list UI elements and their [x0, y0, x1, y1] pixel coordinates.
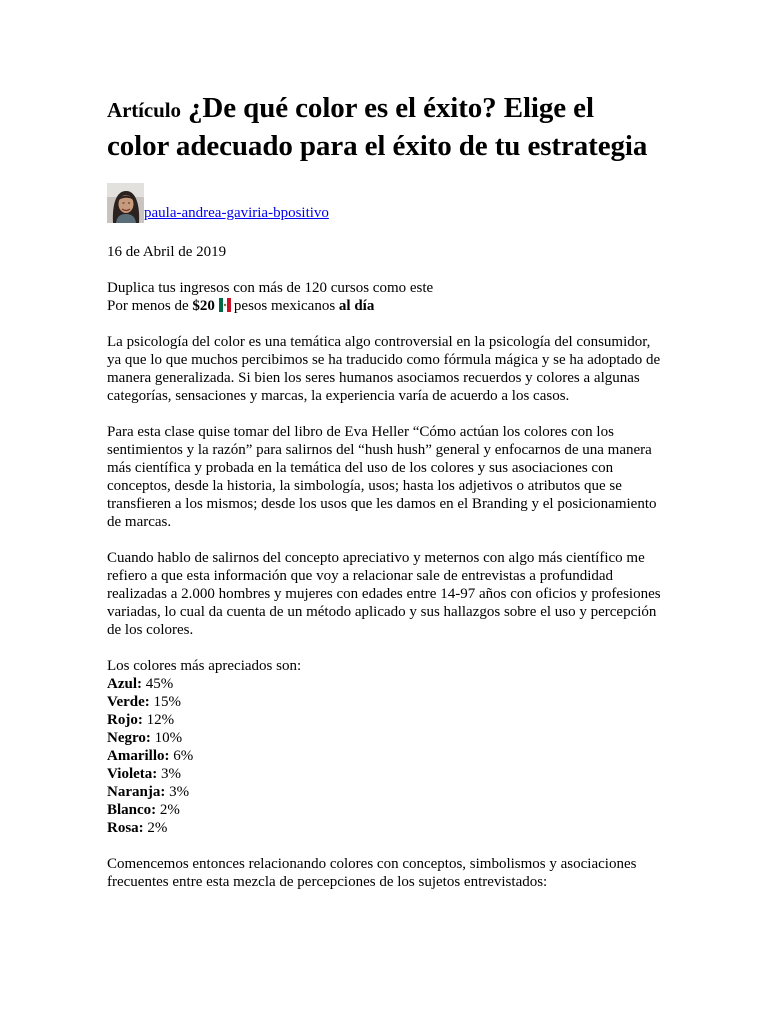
color-item-blanco: [107, 801, 662, 819]
color-item-verde: [107, 693, 662, 711]
color-item-negro: [107, 729, 662, 747]
avatar[interactable]: [107, 183, 144, 223]
color-label: Blanco:: [107, 802, 157, 818]
article: [107, 90, 662, 891]
closing-paragraph: Comencemos entonces relacionando colores con conceptos, simbolismos y asociaciones frecuentes entre esta mezcla de percepciones de los sujetos entrevistados:: [107, 856, 637, 890]
paragraph-3: Cuando hablo de salirnos del concepto apreciativo y meternos con algo más científico me refiero a que esta información que voy a relacionar sale de entrevistas a profundidad realizadas a 2.000 hombres y mujeres con edades entre 14-97 años con oficios y profesiones variadas, lo cual da cuenta de un método aplicado y sus hallazgos sobre el uso y percepción de los colores.: [107, 550, 661, 638]
color-label: Naranja:: [107, 784, 166, 800]
promo-line-2: [107, 297, 662, 315]
paragraph-1: La psicología del color es una temática algo controversial en la psicología del consumidor, ya que lo que muchos percibimos se ha traducido como fórmula mágica y se ha adoptado de manera generalizada. Si bien los seres humanos asociamos recuerdos y colores a algunas categorías, sensaciones y marcas, la experiencia varía de acuerdo a los casos.: [107, 334, 661, 404]
color-label: Azul:: [107, 676, 142, 692]
color-label: Negro:: [107, 730, 151, 746]
color-value: 2%: [156, 802, 180, 818]
color-item-violeta: [107, 765, 662, 783]
color-label: Rosa:: [107, 820, 144, 836]
color-label: Rojo:: [107, 712, 143, 728]
color-label: Amarillo:: [107, 748, 170, 764]
color-item-amarillo: [107, 747, 662, 765]
promo-prefix: Por menos de: [107, 298, 193, 314]
promo-price: $20: [192, 298, 215, 314]
promo-period: al día: [338, 298, 375, 314]
color-item-azul: [107, 675, 662, 693]
article-kicker: Artículo: [107, 98, 181, 122]
publish-date: 16 de Abril de 2019: [107, 244, 227, 260]
color-value: 6%: [169, 748, 194, 764]
color-value: 12%: [142, 712, 175, 728]
color-value: 3%: [165, 784, 190, 800]
color-value: 45%: [142, 676, 174, 692]
color-value: 15%: [149, 694, 182, 710]
color-label: Verde:: [107, 694, 150, 710]
color-value: 2%: [143, 820, 168, 836]
author-row: [107, 183, 662, 223]
page-title: [107, 90, 662, 164]
color-list: [107, 657, 662, 837]
color-list-intro: Los colores más apreciados son:: [107, 658, 302, 674]
article-title: ¿De qué color es el éxito? Elige el color adecuado para el éxito de tu estrategia: [107, 92, 648, 162]
color-item-naranja: [107, 783, 662, 801]
paragraph-2: Para esta clase quise tomar del libro de Eva Heller “Cómo actúan los colores con los sentimientos y la razón” para salirnos del “hush hush” general y enfocarnos de una manera más científica y probada en la temática del uso de los colores y sus asociaciones con conceptos, desde la historia, la simbología, usos; hasta los adjetivos o atributos que se transfieren a los mismos; desde los usos que les damos en el Branding y el posicionamiento de marcas.: [107, 424, 657, 530]
color-item-rosa: [107, 819, 662, 837]
promo-currency: pesos mexicanos: [233, 298, 339, 314]
mexico-flag-icon: [219, 298, 231, 312]
color-label: Violeta:: [107, 766, 158, 782]
color-value: 10%: [150, 730, 183, 746]
avatar-photo-icon: [107, 183, 144, 223]
promo-block: [107, 279, 662, 315]
color-item-rojo: [107, 711, 662, 729]
author-link[interactable]: paula-andrea-gaviria-bpositivo: [144, 205, 329, 221]
promo-line-1: Duplica tus ingresos con más de 120 cursos como este: [107, 280, 434, 296]
color-value: 3%: [157, 766, 182, 782]
